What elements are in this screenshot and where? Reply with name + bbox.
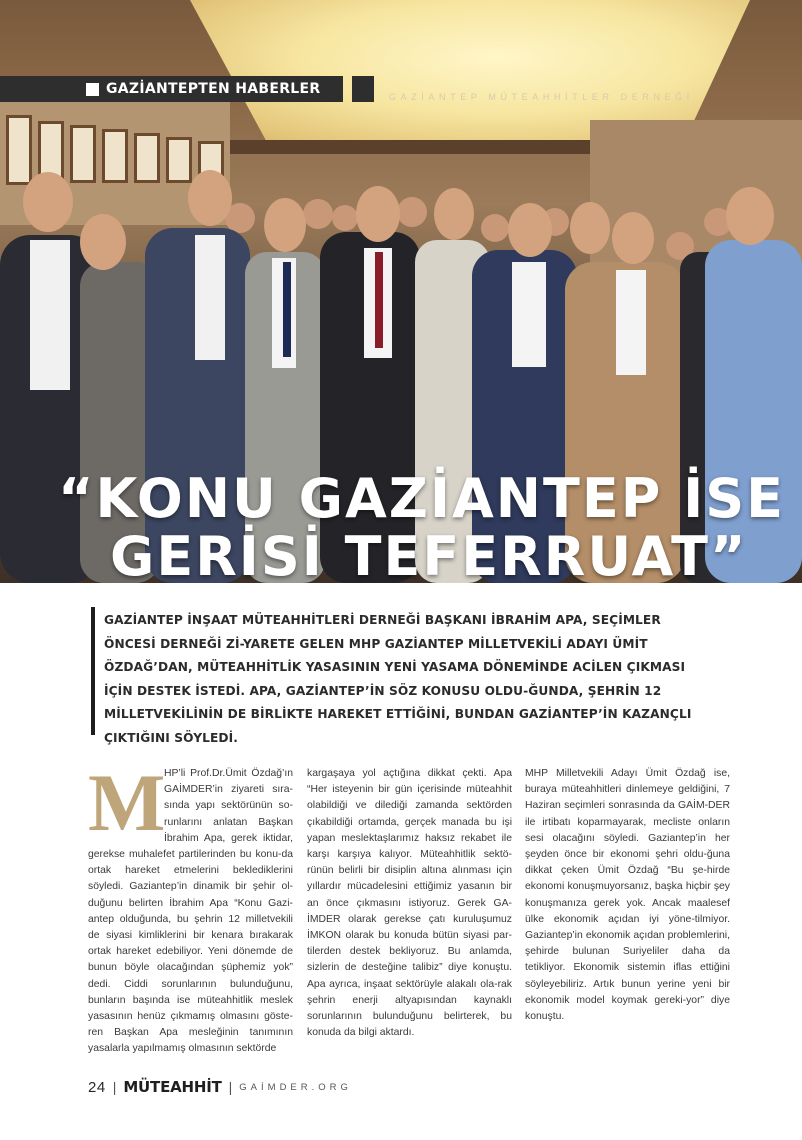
footer-separator: | [112, 1079, 117, 1095]
body-column-1 [88, 757, 293, 1058]
lead-rule [91, 607, 95, 735]
body-column-1-text: HP’li Prof.Dr.Ümit Özdağ’ın GAİMDER’in ziyareti sıra-sında yapı sektörünün so-runlarını anlatan Başkan İbrahim Apa, gerek iktidar, gerekse muhalefet partilerinden bu konu-da ortak hareket etmelerini beklediklerini söyledi. Gaziantep’in dinamik bir şehir ol-duğunu belirten İbrahim Apa “Konu Gazi-antep olduğunda, bu şehrin 12 milletvekili de siyasi kimliklerini bir kenara bırakarak ortak hareket edebiliyor. Yeni dönemde de bunun böyle olacağından şüphemiz yok” dedi. Ciddi sorunlarının bulunduğunu, bunların başında ise müteahhitlik meslek yasasının henüz çıkmamış olmasını göste-ren Başkan Apa mesleğinin tanımının yasalarla yapılmamış olmasının sektörde [88, 768, 293, 1055]
website-link[interactable]: GAİMDER.ORG [239, 1081, 352, 1093]
header-accent-block [352, 76, 374, 102]
body-column-3-text: MHP Milletvekili Adayı Ümit Özdağ ise, buraya müteahhitleri dinlemeye geldiğini, 7 Haziran seçimleri sonrasında da GAİM-DER ile irtibatı koparmayarak, mecliste onların sesi olacağını söyledi. Gaziantep’in her şeyden önce bir ekonomi şehri oldu-ğuna dikkat çeken Ümit Özdağ “Bu şe-hirde ekonomi konuşmuyorsanız, başka hiçbir şey konuşmanıza gerek yok. Ancak maalesef ülke ekonomik açıdan iyi yöne-tilmiyor. Gaziantep’in ekonomik açıdan problemlerini, şehirde bulunan Suriyeliler daha da tetikliyor. Ekonomik sistemin iflas ettiğini söyleyebiliriz. Artık bunun yerine yeni bir ekonomik model koymak gereki-yor” diye konuştu. [525, 768, 730, 1023]
page-number: 24 [88, 1078, 106, 1096]
section-label: GAZİANTEPTEN HABERLER [106, 81, 321, 97]
section-square-icon [86, 83, 99, 96]
page-footer [88, 1078, 352, 1096]
association-label: GAZİANTEP MÜTEAHHİTLER DERNEĞİ [389, 92, 694, 102]
footer-separator: | [228, 1079, 233, 1095]
headline-line-2: GERİSİ TEFERRUAT” [110, 525, 748, 588]
body-column-2-text: kargaşaya yol açtığına dikkat çekti. Apa “Her isteyenin bir gün içerisinde müteahhit olabildiği ve dilediği zamanda sektörden çıkabildiği ortamda, gerçek manada bu işi yapan meslektaşlarımız haksız rekabet ile karşı karşıya kalıyor. Müteahhitlik sektö-rünün belirli bir disiplin altına alınması için yıllardır mücadelesini ettiğimiz yasanın bir an önce çıkmasını istiyoruz. Gerek GA-İMDER olarak gerekse çatı kuruluşumuz İMKON olarak bu konuda bütün siyasi par-tilerden destek bekliyoruz. Bu anlamda, sizlerin de desteğine talibiz” diye konuştu. Apa ayrıca, inşaat sektörüyle alakalı ola-rak şehrin enerji altyapısından kaynaklı sorunlarının bulunduğunu belirterek, bu konuda da bilgi aktardı. [307, 768, 512, 1039]
body-column-3 [525, 766, 730, 1025]
section-header [0, 76, 343, 102]
magazine-name: MÜTEAHHİT [123, 1078, 222, 1096]
headline-line-1: “KONU GAZİANTEP İSE [58, 467, 785, 530]
drop-cap: M [88, 757, 166, 848]
body-column-2 [307, 766, 512, 1041]
lead-paragraph: GAZİANTEP İNŞAAT MÜTEAHHİTLERİ DERNEĞİ BAŞKANI İBRAHİM APA, SEÇİMLER ÖNCESİ DERNEĞİ Zİ-YARETE GELEN MHP GAZİANTEP MİLLETVEKİLİ ADAYI ÜMİT ÖZDAĞ’DAN, MÜTEAHHİTLİK YASASININ YENİ YASAMA DÖNEMİNDE ACİLEN ÇIKMASI İÇİN DESTEK İSTEDİ. APA, GAZİANTEP’İN SÖZ KONUSU OLDU-ĞUNDA, ŞEHRİN 12 MİLLETVEKİLİNİN DE BİRLİKTE HAREKET ETTİĞİNİ, BUNDAN GAZİANTEP’İN KAZANÇLI ÇIKTIĞINI SÖYLEDİ. [104, 613, 692, 745]
headline [58, 467, 802, 588]
